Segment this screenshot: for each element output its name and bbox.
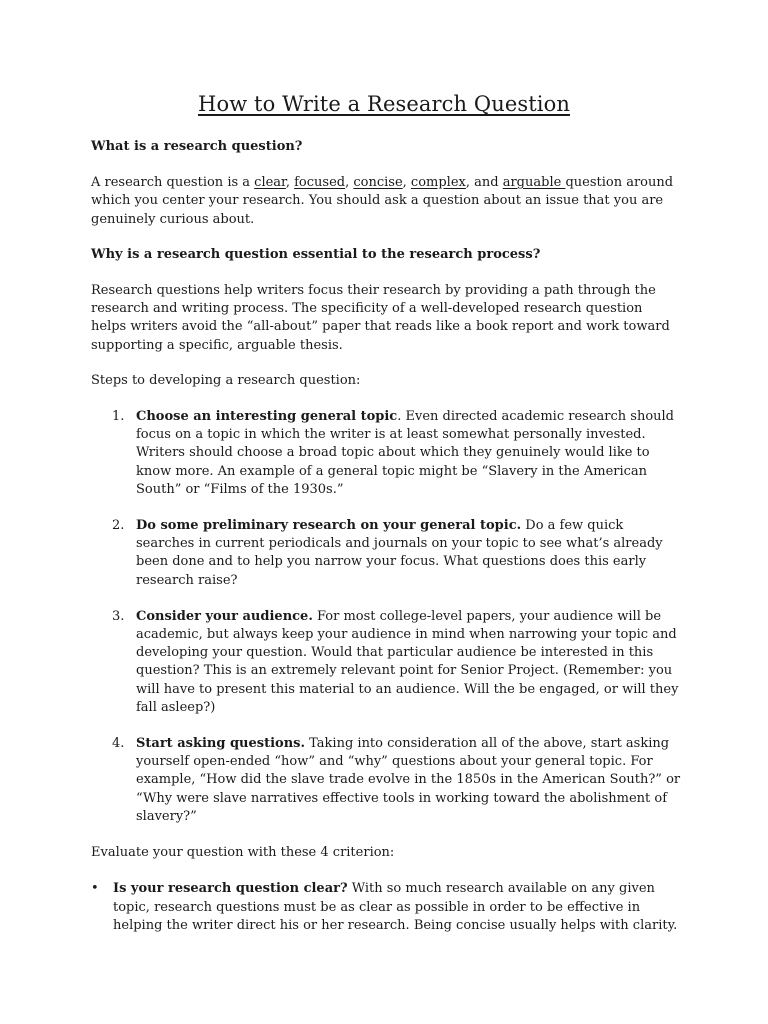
- keyword-arguable: arguable: [502, 175, 566, 191]
- steps-intro: Steps to developing a research question:: [91, 372, 361, 388]
- keyword-concise: concise: [353, 175, 403, 191]
- keyword-clear: clear: [254, 175, 286, 191]
- intro-prefix: A research question is a: [91, 175, 255, 191]
- intro-sep: ,: [345, 175, 354, 191]
- why-paragraph: Research questions help writers focus their research by providing a path through the research and writing process. The specificity of a well-developed research question helps writers avoid the “all-about” paper that reads like a book report and work toward supporting a specific, arguable thesis.: [91, 283, 670, 353]
- step-number: 3.: [112, 608, 125, 624]
- criteria-list: [91, 880, 681, 935]
- step-title: Start asking questions.: [136, 736, 305, 752]
- intro-paragraph: [91, 174, 681, 229]
- step-item: [91, 517, 681, 590]
- step-item: [91, 735, 681, 826]
- document-title: How to Write a Research Question: [198, 92, 570, 116]
- criteria-item: [91, 880, 681, 935]
- steps-list: [91, 408, 681, 826]
- keyword-focused: focused: [294, 175, 346, 191]
- section-heading-what: What is a research question?: [91, 139, 303, 154]
- document-body: [91, 138, 681, 935]
- intro-sep: , and: [465, 175, 503, 191]
- step-item: [91, 408, 681, 499]
- step-text: For most college-level papers, your audience will be academic, but always keep your audience in mind when narrowing your topic and developing your question. Would that particular audience be interested in this question? This is an extremely relevant point for Senior Project. (Remember: you will have to present this material to an audience. Will the be engaged, or will they fall asleep?): [136, 608, 679, 715]
- criteria-title: Is your research question clear?: [113, 881, 348, 897]
- section-heading-why: Why is a research question essential to the research process?: [91, 246, 541, 262]
- step-title: Consider your audience.: [136, 608, 313, 624]
- intro-sep: ,: [285, 175, 295, 191]
- intro-suffix: question around which you center your research. You should ask a question about an issue that you are genuinely curious about.: [91, 175, 674, 227]
- step-text: Do a few quick searches in current periodicals and journals on your topic to see what’s already been done and to help you narrow your focus. What questions does this early research raise?: [136, 518, 663, 588]
- keyword-complex: complex: [410, 175, 466, 191]
- step-title: Do some preliminary research on your general topic.: [136, 518, 522, 534]
- step-number: 1.: [112, 409, 125, 425]
- step-text: . Even directed academic research should focus on a topic in which the writer is at least somewhat personally invested. Writers should choose a broad topic about which they genuinely would like to know more. An example of a general topic might be “Slavery in the American South” or “Films of the 1930s.”: [136, 409, 674, 497]
- intro-sep: ,: [402, 175, 411, 191]
- step-number: 2.: [112, 518, 125, 534]
- step-item: [91, 608, 681, 717]
- step-title: Choose an interesting general topic: [136, 409, 398, 425]
- step-number: 4.: [112, 736, 125, 752]
- step-text: Taking into consideration all of the above, start asking yourself open-ended “how” and “why” questions about your general topic. For example, “How did the slave trade evolve in the 1850s in the American South?” or “Why were slave narratives effective tools in working toward the abolishment of slavery?”: [136, 736, 681, 824]
- criteria-intro: Evaluate your question with these 4 criterion:: [91, 845, 395, 861]
- criteria-text: With so much research available on any given topic, research questions must be as clear as possible in order to be effective in helping the writer direct his or her research. Being concise usually helps with clarity.: [113, 881, 678, 933]
- bullet-icon: •: [91, 881, 99, 897]
